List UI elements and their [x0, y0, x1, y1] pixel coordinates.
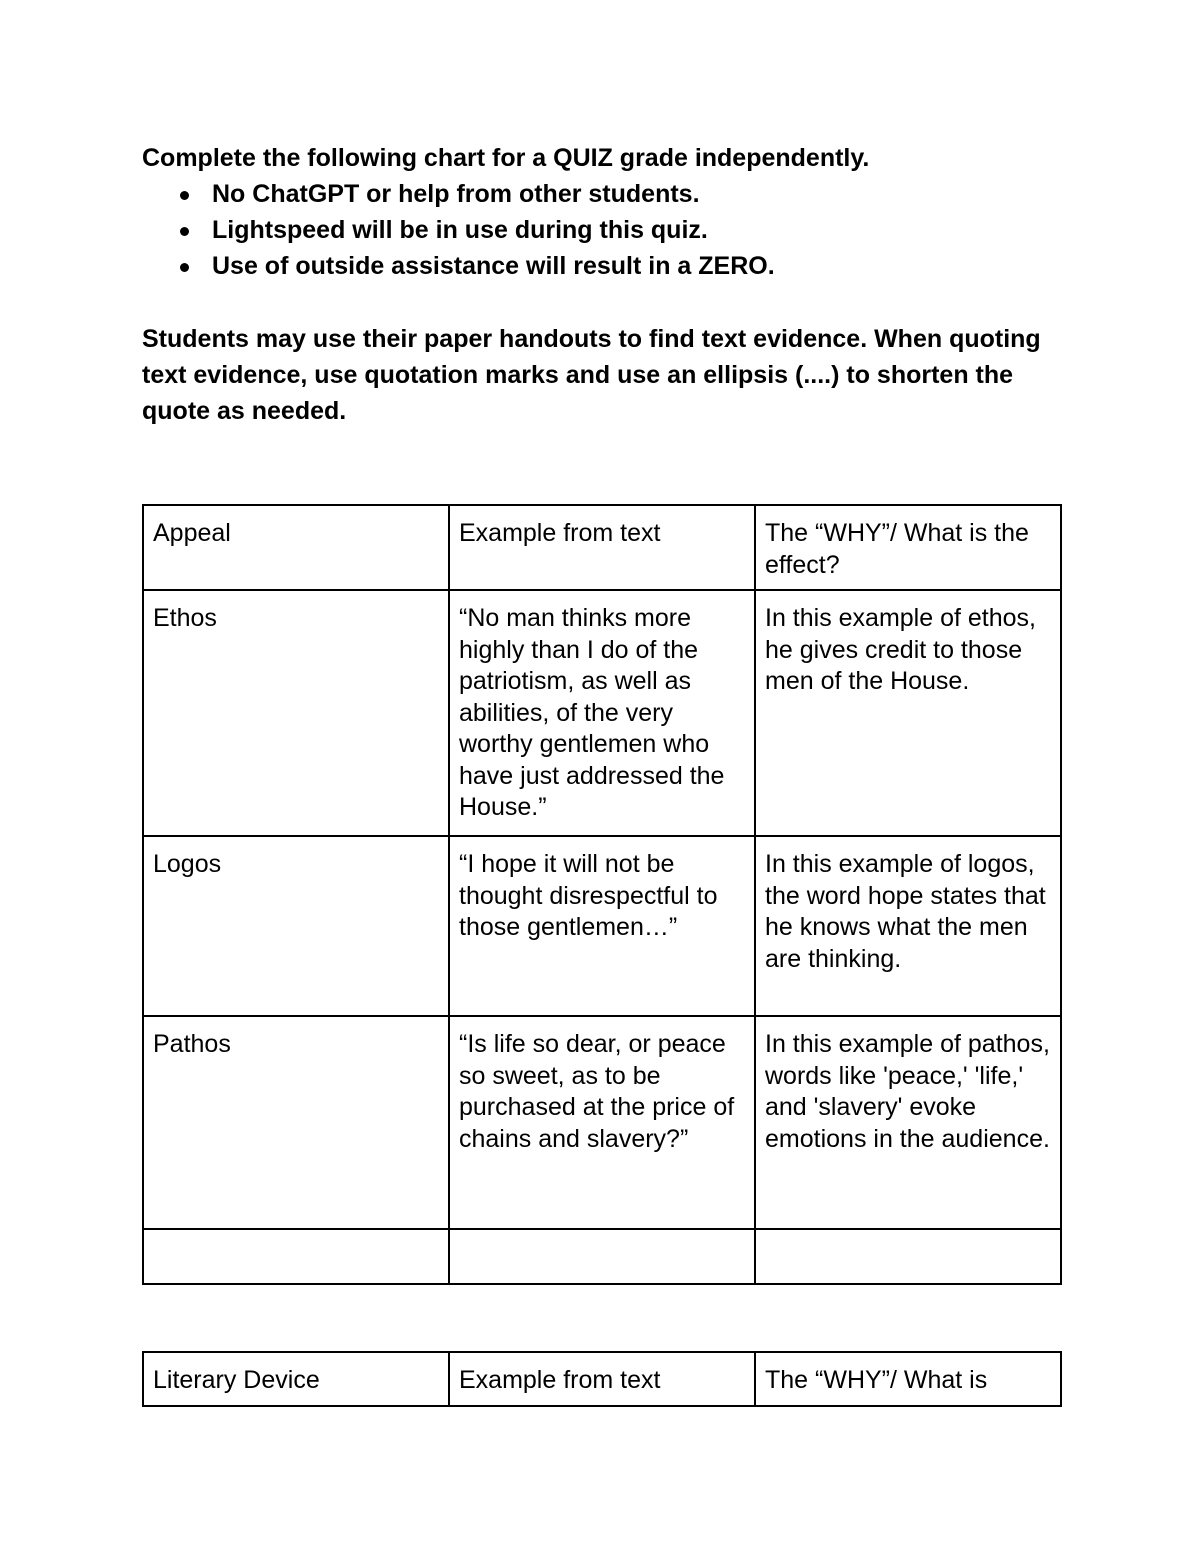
table-row — [143, 1016, 1061, 1229]
appeal-cell[interactable]: Logos — [143, 836, 449, 1016]
bullet-icon — [180, 227, 189, 236]
header-cell-effect: The “WHY”/ What is the effect? — [755, 505, 1061, 590]
header-cell-example: Example from text — [449, 505, 755, 590]
table-header-row — [143, 505, 1061, 590]
header-cell-effect: The “WHY”/ What is — [755, 1352, 1061, 1406]
rule-item — [142, 212, 1072, 248]
example-cell[interactable]: “I hope it will not be thought disrespectful to those gentlemen…” — [449, 836, 755, 1016]
empty-table-row — [143, 1229, 1061, 1284]
effect-cell[interactable]: In this example of logos, the word hope states that he knows what the men are thinking. — [755, 836, 1061, 1016]
effect-cell[interactable]: In this example of pathos, words like 'peace,' 'life,' and 'slavery' evoke emotions in the audience. — [755, 1016, 1061, 1229]
rule-text: Use of outside assistance will result in a ZERO. — [212, 252, 775, 280]
quiz-instructions — [142, 140, 1072, 429]
bullet-icon — [180, 263, 189, 272]
bullet-icon — [180, 191, 189, 200]
appeals-table — [142, 504, 1062, 1285]
empty-cell[interactable] — [755, 1229, 1061, 1284]
effect-cell[interactable]: In this example of ethos, he gives credit to those men of the House. — [755, 590, 1061, 836]
header-cell-example: Example from text — [449, 1352, 755, 1406]
table-header-row — [143, 1352, 1061, 1406]
header-cell-appeal: Appeal — [143, 505, 449, 590]
example-cell[interactable]: “No man thinks more highly than I do of the patriotism, as well as abilities, of the very worthy gentlemen who have just addressed the House.” — [449, 590, 755, 836]
empty-cell[interactable] — [449, 1229, 755, 1284]
literary-devices-table — [142, 1351, 1062, 1407]
rule-text: Lightspeed will be in use during this quiz. — [212, 216, 708, 244]
rules-list — [142, 176, 1072, 284]
table-row — [143, 836, 1061, 1016]
evidence-note: Students may use their paper handouts to find text evidence. When quoting text evidence, use quotation marks and use an ellipsis (....) to shorten the quote as needed. — [142, 325, 1041, 425]
table-row — [143, 590, 1061, 836]
appeal-cell[interactable]: Pathos — [143, 1016, 449, 1229]
header-cell-literary-device: Literary Device — [143, 1352, 449, 1406]
example-cell[interactable]: “Is life so dear, or peace so sweet, as to be purchased at the price of chains and slavery?” — [449, 1016, 755, 1229]
rule-item — [142, 248, 1072, 284]
rule-item — [142, 176, 1072, 212]
appeal-cell[interactable]: Ethos — [143, 590, 449, 836]
empty-cell[interactable] — [143, 1229, 449, 1284]
rule-text: No ChatGPT or help from other students. — [212, 180, 700, 208]
instructions-heading: Complete the following chart for a QUIZ grade independently. — [142, 144, 870, 172]
